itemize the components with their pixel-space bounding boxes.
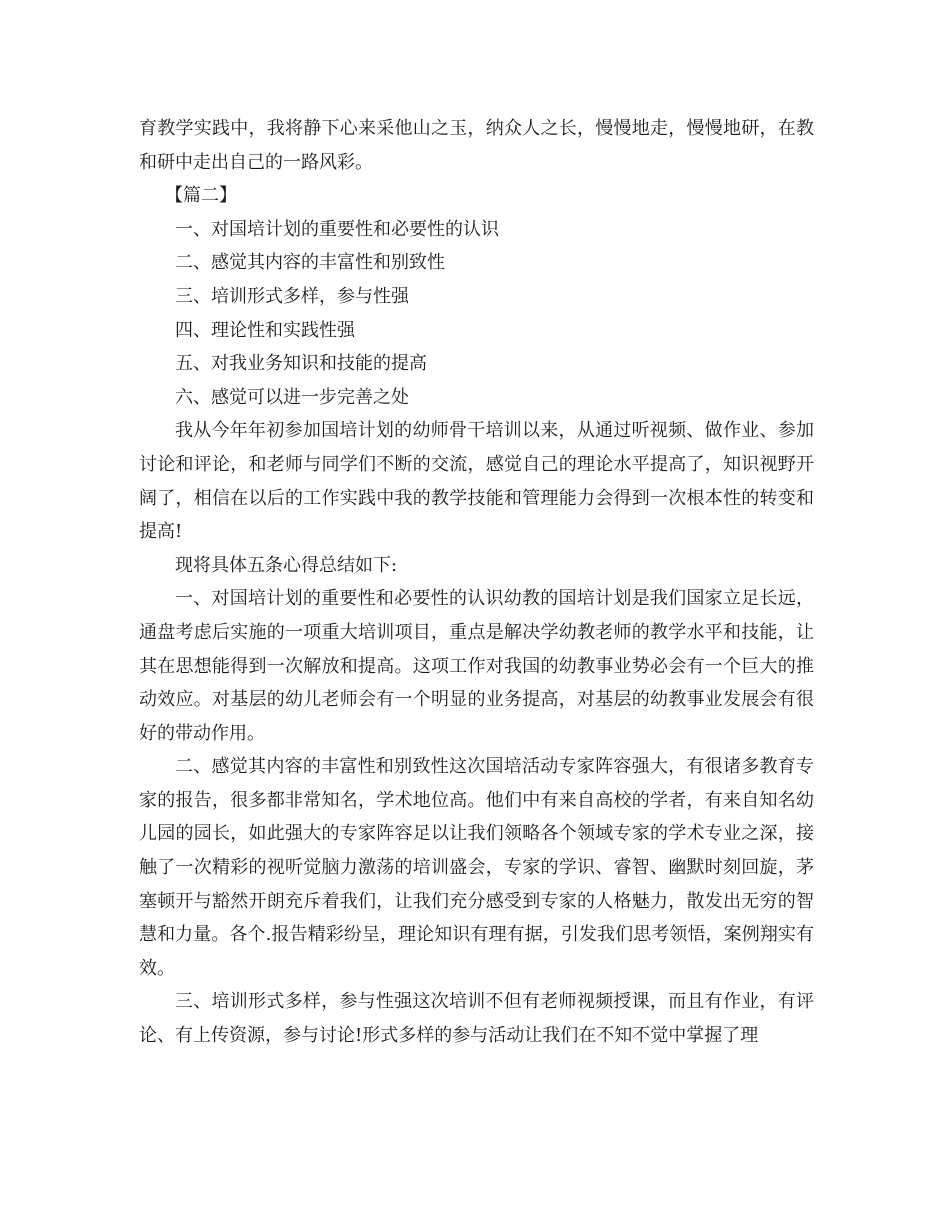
outline-item-3: 三、培训形式多样，参与性强 — [175, 285, 409, 307]
intro-paragraph: 我从今年年初参加国培计划的幼师骨干培训以来，从通过听视频、做作业、参加讨论和评论，和老师与同学们不断的交流，感觉自己的理论水平提高了，知识视野开阔了，相信在以后的工作实践中我的教学技能和管理能力会得到一次根本性的转变和提高! — [139, 420, 814, 543]
section-heading: 【篇二】 — [165, 185, 237, 207]
body-paragraph-1: 一、对国培计划的重要性和必要性的认识幼教的国培计划是我们国家立足长远，通盘考虑后实施的一项重大培训项目，重点是解决学幼教老师的教学水平和技能，让其在思想能得到一次解放和提高。这项工作对我国的幼教事业势必会有一个巨大的推动效应。对基层的幼儿老师会有一个明显的业务提高，对基层的幼教事业发展会有很好的带动作用。 — [139, 588, 814, 744]
outline-item-4: 四、理论性和实践性强 — [175, 319, 355, 341]
outline-item-5: 五、对我业务知识和技能的提高 — [175, 353, 427, 375]
outline-item-2: 二、感觉其内容的丰富性和别致性 — [175, 252, 445, 274]
summary-lead: 现将具体五条心得总结如下: — [175, 554, 398, 576]
paragraph-continuation: 育教学实践中，我将静下心来采他山之玉，纳众人之长，慢慢地走，慢慢地研，在教和研中走出自己的一路风彩。 — [139, 118, 814, 173]
outline-item-1: 一、对国培计划的重要性和必要性的认识 — [175, 218, 499, 240]
body-paragraph-2: 二、感觉其内容的丰富性和别致性这次国培活动专家阵容强大，有很诸多教育专家的报告，很多都非常知名，学术地位高。他们中有来自高校的学者，有来自知名幼儿园的园长，如此强大的专家阵容足以让我们领略各个领域专家的学术专业之深，接触了一次精彩的视听觉脑力激荡的培训盛会，专家的学识、睿智、幽默时刻回旋，茅塞顿开与豁然开朗充斥着我们，让我们充分感受到专家的人格魅力，散发出无穷的智慧和力量。各个.报告精彩纷呈，理论知识有理有据，引发我们思考领悟，案例翔实有效。 — [139, 756, 814, 979]
document-body — [139, 112, 814, 1053]
outline-item-6: 六、感觉可以进一步完善之处 — [175, 386, 409, 408]
body-paragraph-3: 三、培训形式多样，参与性强这次培训不但有老师视频授课，而且有作业，有评论、有上传资源，参与讨论!形式多样的参与活动让我们在不知不觉中掌握了理 — [139, 991, 814, 1047]
